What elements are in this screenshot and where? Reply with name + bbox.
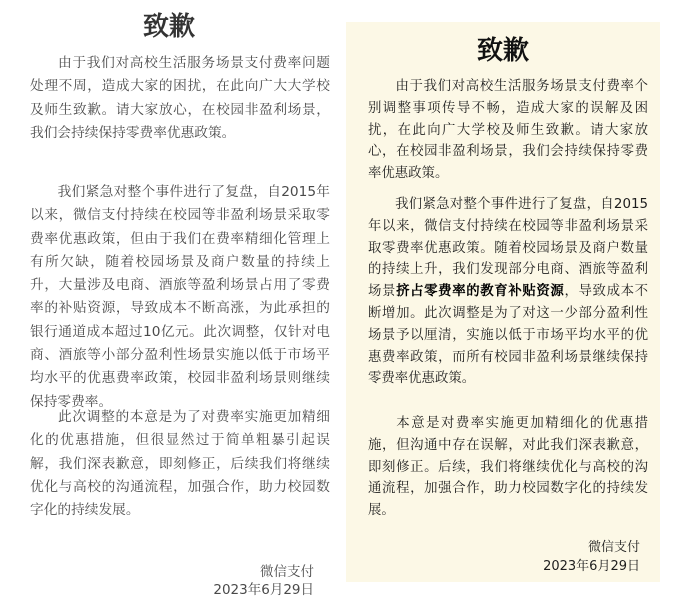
left-paragraph-2: 我们紧急对整个事件进行了复盘，自2015年以来，微信支付持续在校园等非盈利场景采取零费率优惠政策，但由于我们在费率精细化管理上有所欠缺，随着校园场景及商户数量的持续上升，大量涉及电商、酒旅等盈利场景占用了零费率的补贴资源，导致成本不断高涨，为此承担的银行通道成本超过10亿元。此次调整，仅针对电商、酒旅等小部分盈利性场景实施以低于市场平均水平的优惠费率政策，校园非盈利场景则继续保持零费率。 [30, 184, 330, 410]
original-statement-panel [0, 0, 338, 606]
left-paragraph-1: 由于我们对高校生活服务场景支付费率问题处理不周，造成大家的困扰，在此向广大大学校及师生致歉。请大家放心，在校园非盈利场景，我们会持续保持零费率优惠政策。 [30, 55, 330, 141]
left-date: 2023年6月29日 [213, 582, 314, 598]
right-title: 致歉 [476, 36, 529, 66]
right-date: 2023年6月29日 [543, 559, 640, 574]
right-paragraph-1: 由于我们对高校生活服务场景支付费率个别调整事项传导不畅，造成大家的误解及困扰，在此向广大学校及师生致歉。请大家放心，在校园非盈利场景，我们会持续保持零费率优惠政策。 [368, 79, 648, 182]
left-signature: 微信支付 [260, 564, 314, 580]
right-signature: 微信支付 [587, 540, 640, 555]
revised-statement-panel [346, 22, 660, 582]
left-paragraph-3: 此次调整的本意是为了对费率实施更加精细化的优惠措施，但很显然过于简单粗暴引起误解，我们深表歉意，即刻修正，后续我们将继续优化与高校的沟通流程，加强合作，助力校园数字化的持续发展。 [30, 409, 330, 519]
left-title: 致歉 [142, 12, 195, 42]
right-paragraph-2: 我们紧急对整个事件进行了复盘，自2015年以来，微信支付持续在校园等非盈利场景采取零费率优惠政策。随着校园场景及商户数量的持续上升，我们发现部分电商、酒旅等盈利场景挤占零费率的教育补贴资源，导致成本不断增加。此次调整是为了对这一少部分盈利性场景予以厘清，实施以低于市场平均水平的优惠费率政策，而所有校园非盈利场景继续保持零费率优惠政策。 [368, 197, 649, 387]
right-paragraph-2-highlight: 挤占零费率的教育补贴资源 [396, 284, 565, 300]
right-paragraph-3: 本意是对费率实施更加精细化的优惠措施，但沟通中存在误解，对此我们深表歉意，即刻修正。后续，我们将继续优化与高校的沟通流程，加强合作，助力校园数字化的持续发展。 [368, 416, 648, 519]
